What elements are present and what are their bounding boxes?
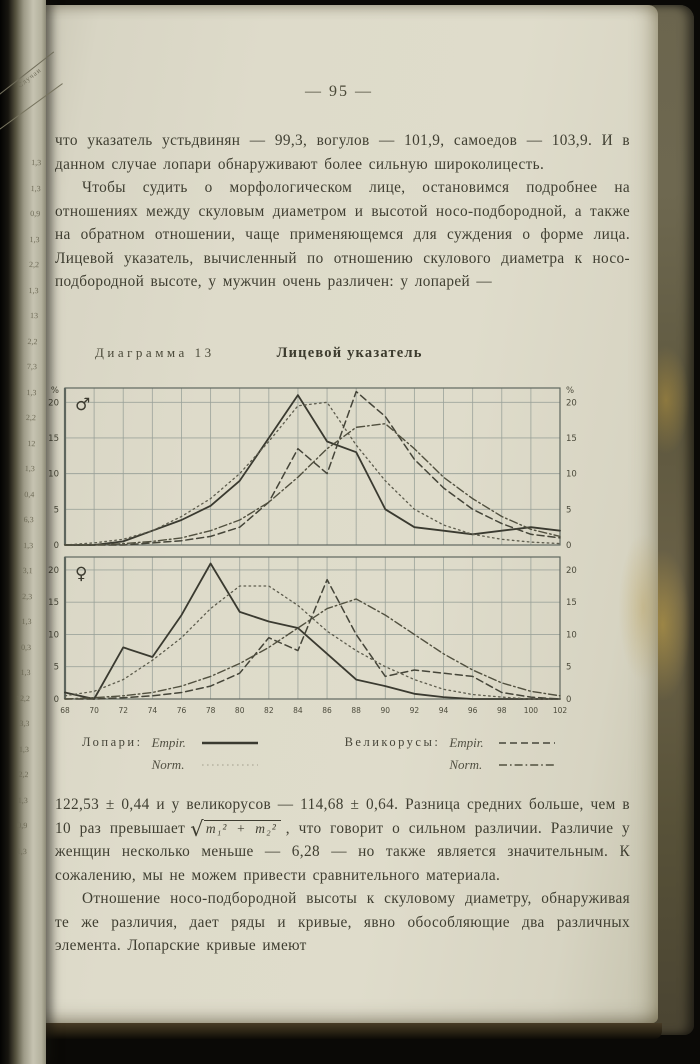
svg-text:5: 5 xyxy=(53,662,59,673)
radical-sign: √ xyxy=(190,816,204,841)
stats-text-before: 122,53 ± 0,44 и у великорусов — 114,68 ± 0,64. Разница средних больше, чем в 10 раз превышает xyxy=(55,796,630,837)
series-solid xyxy=(65,564,560,700)
svg-text:10: 10 xyxy=(48,630,59,641)
legend-row xyxy=(152,734,259,751)
legend-row xyxy=(152,756,259,773)
svg-text:15: 15 xyxy=(48,598,59,609)
svg-text:74: 74 xyxy=(147,706,158,715)
svg-text:76: 76 xyxy=(176,706,187,715)
series-dashed xyxy=(65,392,560,545)
svg-text:68: 68 xyxy=(60,706,70,715)
svg-text:%: % xyxy=(50,386,59,396)
svg-text:10: 10 xyxy=(48,469,59,480)
svg-text:5: 5 xyxy=(53,505,59,516)
legend-group-lopari xyxy=(82,734,259,773)
svg-text:15: 15 xyxy=(566,598,577,609)
previous-page-table-header: Случаи xyxy=(0,52,60,103)
svg-text:92: 92 xyxy=(409,706,420,715)
diagram-number-label: Диаграмма 13 xyxy=(95,345,215,360)
paragraph-ratio: Отношение носо-подбородной высоты к скуловому диаметру, обнаруживая те же различия, дает ряды и кривые, явно обособляющие два различных элемента. Лопарские кривые имеют xyxy=(55,890,630,954)
left-page-curled-edge xyxy=(0,0,46,1064)
female-symbol: ♀ xyxy=(75,564,88,584)
paragraph-morphology: Чтобы судить о морфологическом лице, остановимся подробнее на отношениях между скуловым диаметром и высотой носо-подбородной, а также на обратном отношении, чаще применяющемся для суждения о форме лица. Лицевой указатель, вычисленный по отношению скулового диаметра к носо-подбородной высоте, у мужчин очень различен: у лопарей — xyxy=(55,179,630,290)
legend-label: Empir. xyxy=(151,734,186,750)
series-dotted xyxy=(65,586,560,699)
svg-text:72: 72 xyxy=(118,706,129,715)
series-dashdot xyxy=(65,424,560,545)
previous-page-table-values: 1,3 1,3 0,9 1,3 2,2 1,3 13 2,2 7,3 1,3 2,2 12 1,3 0,4 6,3 1,3 3,1 2,3 1,3 0,3 1,3 12,2 3,3 1,3 2,2 1,3 0,9 1,3 xyxy=(15,158,42,856)
svg-text:88: 88 xyxy=(351,706,361,715)
svg-text:20: 20 xyxy=(48,565,59,576)
page-number: — 95 — xyxy=(305,83,373,100)
series-solid xyxy=(65,395,560,545)
legend-label: Norm. xyxy=(449,756,483,772)
formula-radicand: m₁² + m₂² xyxy=(204,820,281,836)
bottom-page-shadow xyxy=(22,1023,662,1039)
svg-text:15: 15 xyxy=(566,433,577,444)
stats-text-after: , что говорит о сильном различии. Различие у женщин несколько меньше — 6,28 — но также является значительным. К сожалению, мы не можем привести сравнительного материала. xyxy=(55,819,631,884)
svg-text:0: 0 xyxy=(53,541,59,551)
legend-label: Norm. xyxy=(151,756,185,772)
svg-text:82: 82 xyxy=(264,706,274,715)
legend-group-name: Великорусы: xyxy=(344,735,441,749)
legend-line-sample xyxy=(201,739,259,747)
svg-text:90: 90 xyxy=(380,706,391,715)
facial-index-chart xyxy=(38,382,590,726)
svg-text:5: 5 xyxy=(566,505,572,516)
male-symbol: ♂ xyxy=(75,395,91,415)
svg-text:0: 0 xyxy=(53,695,59,705)
paragraph-indices: что указатель устьдвинян — 99,3, вогулов — 101,9, самоедов — 103,9. И в данном случае лопари обнаруживают более сильную широколицесть. xyxy=(55,132,630,173)
sqrt-formula xyxy=(190,816,281,841)
svg-text:0: 0 xyxy=(566,541,572,551)
legend-line-sample xyxy=(201,761,259,769)
svg-text:20: 20 xyxy=(566,565,577,576)
svg-text:20: 20 xyxy=(566,398,577,409)
legend-row xyxy=(449,734,556,751)
svg-text:%: % xyxy=(566,386,575,396)
svg-text:86: 86 xyxy=(322,706,332,715)
page-stain xyxy=(618,533,660,683)
svg-text:20: 20 xyxy=(48,398,59,409)
legend-row xyxy=(449,756,556,773)
legend-label: Empir. xyxy=(449,734,484,750)
svg-text:78: 78 xyxy=(205,706,216,715)
svg-text:70: 70 xyxy=(89,706,99,715)
legend-group-name: Лопари: xyxy=(82,735,143,749)
svg-text:102: 102 xyxy=(552,706,568,715)
svg-text:0: 0 xyxy=(566,695,572,705)
lower-text-block xyxy=(55,793,630,958)
diagram-title: Лицевой указатель xyxy=(276,345,423,361)
svg-text:10: 10 xyxy=(566,469,577,480)
upper-text-block xyxy=(55,129,630,294)
legend-line-sample xyxy=(498,761,556,769)
book-page xyxy=(30,5,658,1023)
svg-text:96: 96 xyxy=(467,706,478,715)
svg-text:5: 5 xyxy=(566,662,572,673)
series-dashed xyxy=(65,580,560,699)
chart-canvas xyxy=(38,382,590,726)
svg-text:98: 98 xyxy=(496,706,507,715)
svg-text:84: 84 xyxy=(293,706,303,715)
svg-text:10: 10 xyxy=(566,630,577,641)
legend-line-sample xyxy=(498,739,556,747)
svg-text:80: 80 xyxy=(234,706,245,715)
paragraph-statistics xyxy=(55,793,630,887)
svg-text:15: 15 xyxy=(48,433,59,444)
diagram-caption xyxy=(95,345,423,362)
svg-text:100: 100 xyxy=(523,706,539,715)
legend-group-velikorusy xyxy=(345,734,557,773)
chart-legend xyxy=(82,734,556,773)
svg-text:94: 94 xyxy=(438,706,449,715)
